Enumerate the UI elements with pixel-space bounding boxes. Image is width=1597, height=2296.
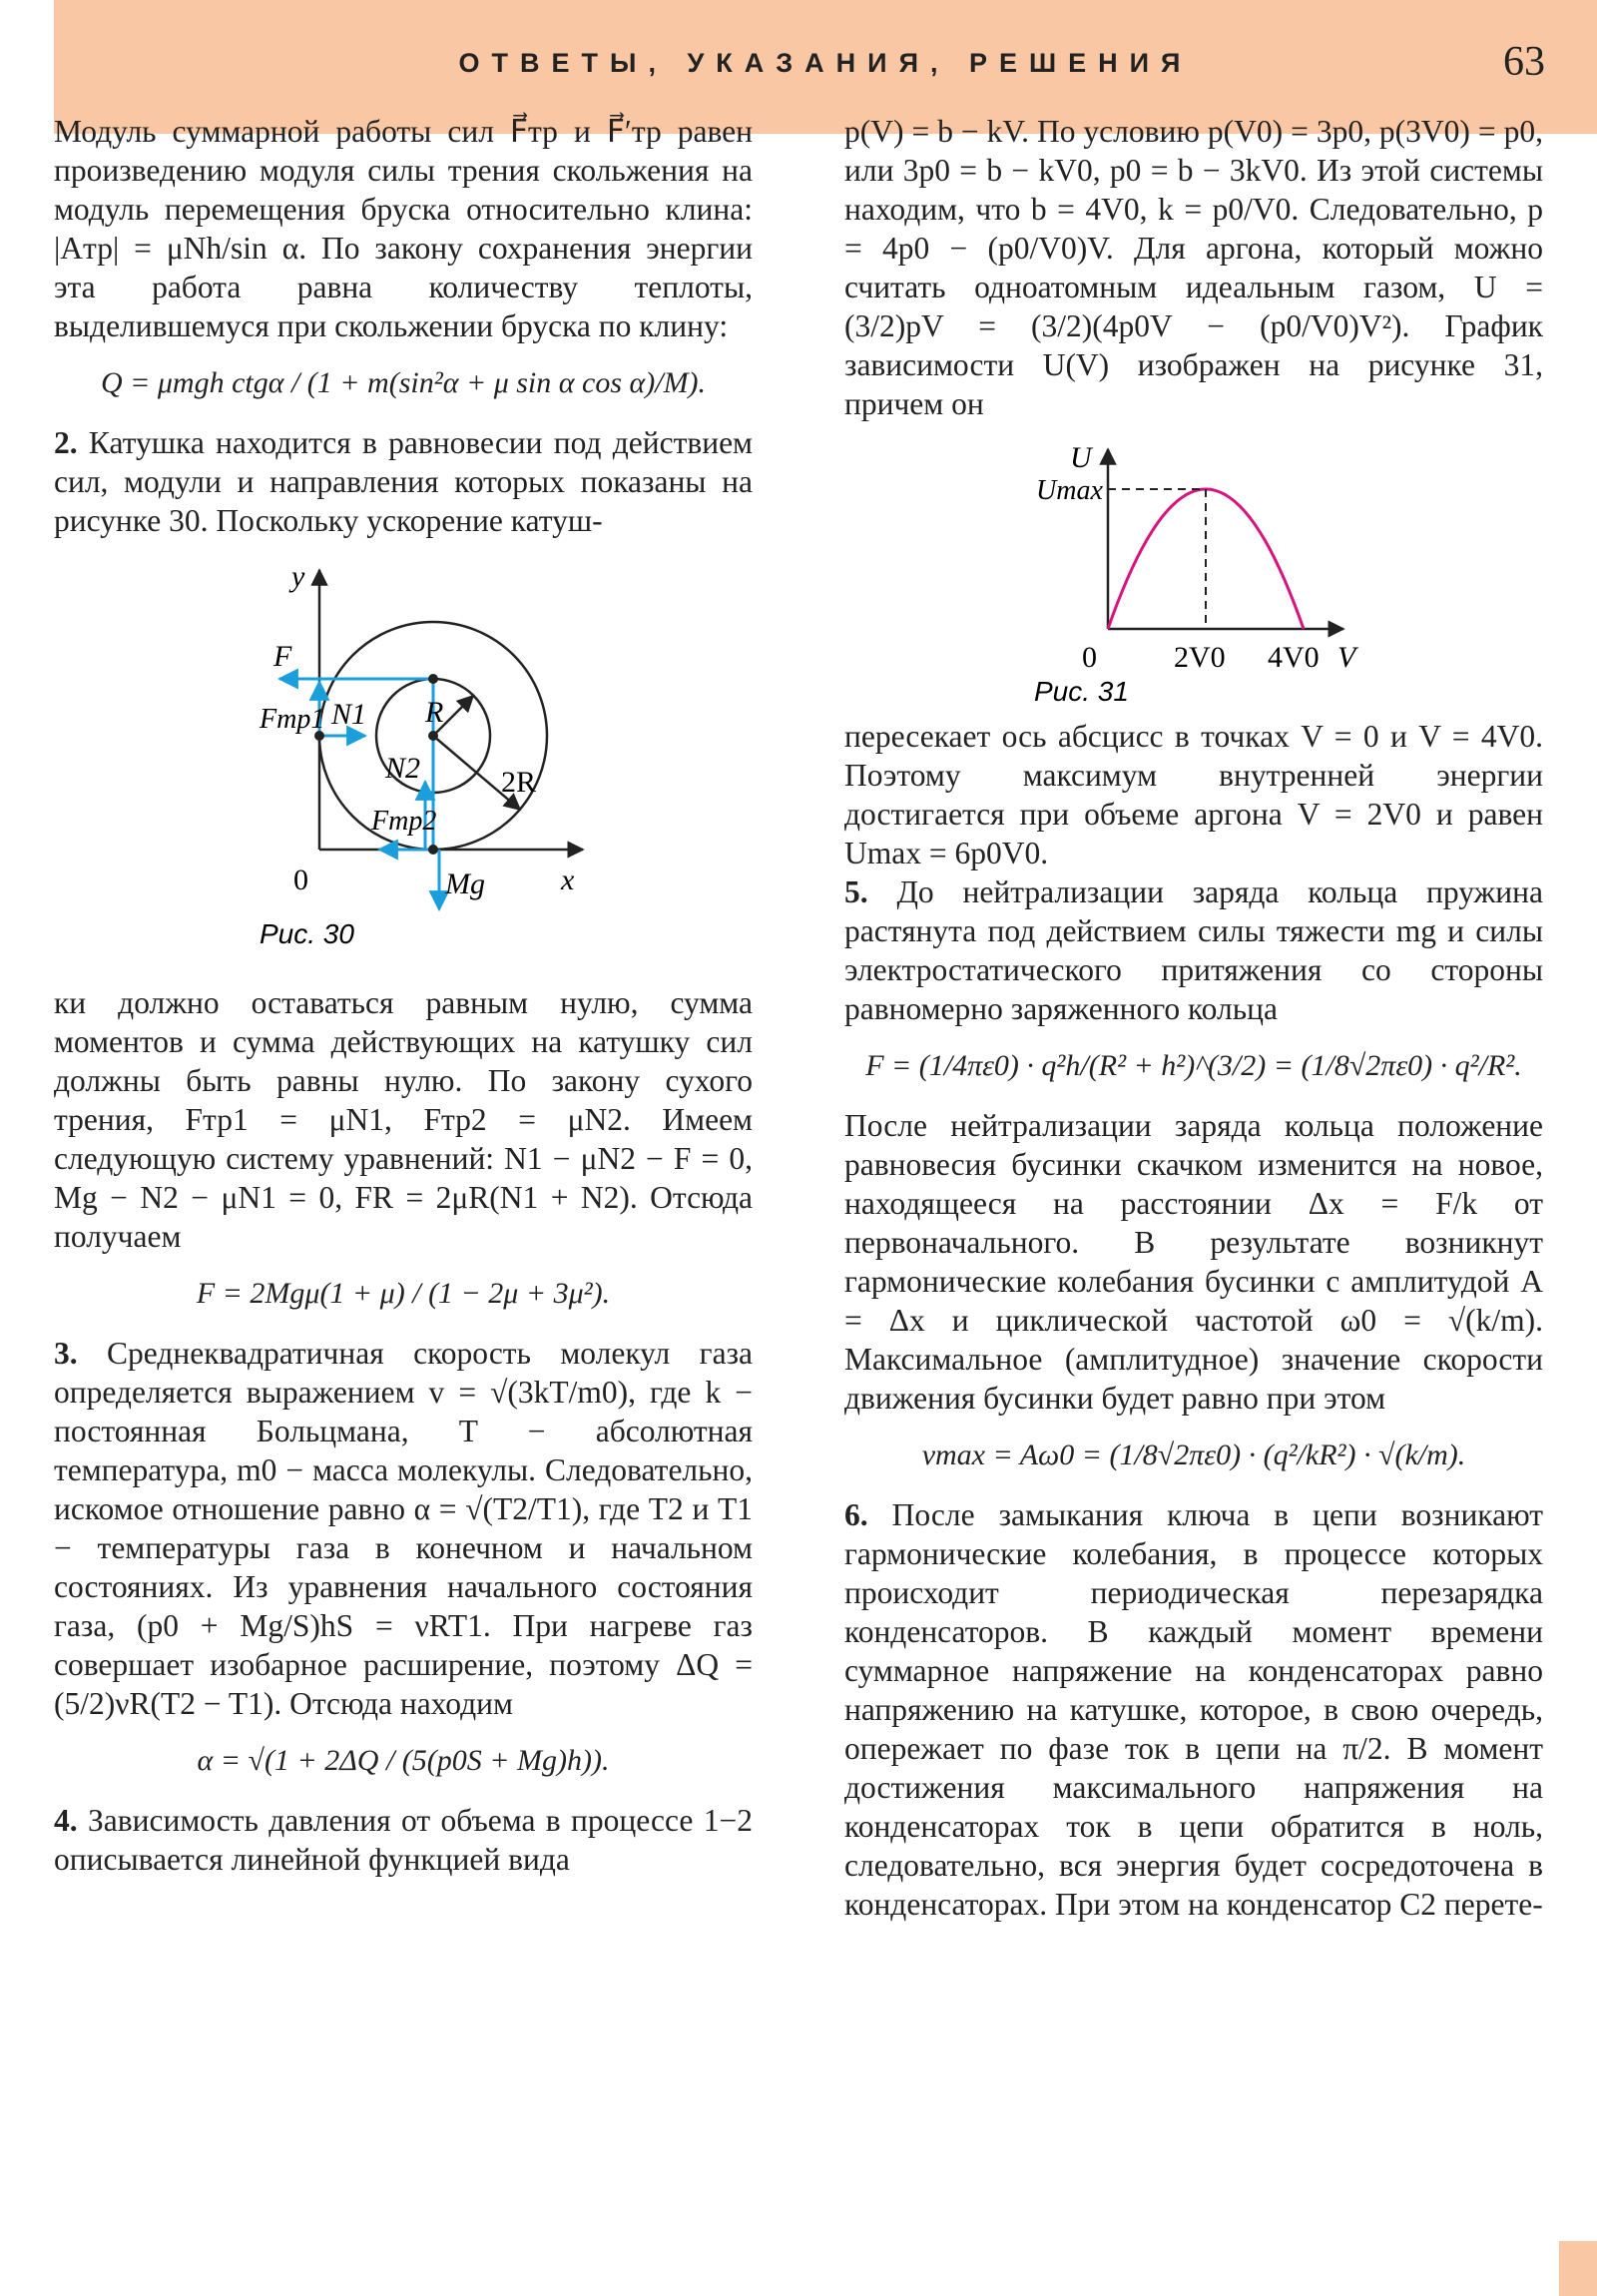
- figure-30: [54, 560, 753, 959]
- formula-alpha: α = √(1 + 2ΔQ / (5(p0S + Mg)h)).: [197, 1744, 610, 1777]
- problem-4-text: Зависимость давления от объема в процессе 1−2 описывается линейной функцией вида: [54, 1803, 753, 1877]
- label-F: F: [273, 640, 292, 673]
- paragraph-umax: пересекает ось абсцисс в точках V = 0 и V = 4V0. Поэтому максимум внутренней энергии достигается при объеме аргона V = 2V0 и равен Umax = 6p0V0.: [844, 719, 1543, 870]
- problem-5-text: До нейтрализации заряда кольца пружина растянута под действием силы тяжести mg и силы электростатического притяжения со стороны равномерно заряженного кольца: [844, 874, 1543, 1026]
- paragraph-problem-3: [54, 1334, 753, 1723]
- label-2R: 2R: [501, 766, 537, 799]
- figure-30-diagram: [54, 560, 753, 959]
- header-title: ОТВЕТЫ, УКАЗАНИЯ, РЕШЕНИЯ: [458, 48, 1193, 78]
- problem-number-2: 2.: [54, 425, 78, 460]
- problem-3-text: Среднеквадратичная скорость молекул газа определяется выражением v = √(3kT/m0), где k − постоянная Больцмана, T − абсолютная температура, m0 − масса молекулы. Следовательно, искомое отношение равно α = √(T2/T1), где T2 и T1 − температуры газа в конечном и начальном состояниях. Из уравнения начального состояния газа, (p0 + Mg/S)hS = νRT1. При нагреве газ совершает изобарное расширение, поэтому ΔQ = (5/2)νR(T2 − T1). Отсюда находим: [54, 1336, 753, 1721]
- paragraph-oscillation: После нейтрализации заряда кольца положение равновесия бусинки скачком изменится на новое, находящееся на расстоянии Δx = F/k от первоначального. В результате возникнут гармонические колебания бусинки с амплитудой A = Δx и циклической частотой ω0 = √(k/m). Максимальное (амплитудное) значение скорости движения бусинки будет равно при этом: [844, 1108, 1543, 1416]
- right-column: [844, 112, 1543, 1924]
- figure-31-chart: [844, 437, 1543, 707]
- paragraph-problem-4: [54, 1801, 753, 1879]
- paragraph-equations: ки должно оставаться равным нулю, сумма моментов и сумма действующих на катушку сил должны быть равны нулю. По закону сухого трения, Fтр1 = μN1, Fтр2 = μN2. Имеем следующую систему уравнений: N1 − μN2 − F = 0, Mg − N2 − μN1 = 0, FR = 2μR(N1 + N2). Отсюда получаем: [54, 985, 753, 1254]
- label-Umax: Umax: [1036, 475, 1103, 506]
- left-column: [54, 112, 753, 1879]
- label-origin-31: 0: [1082, 641, 1097, 674]
- figure-31-caption: Рис. 31: [1034, 676, 1129, 707]
- label-4V0: 4V0: [1268, 641, 1320, 674]
- label-x: x: [561, 863, 575, 896]
- formula-vmax: vmax = Aω0 = (1/8√2πε0) · (q²/kR²) · √(k/m).: [921, 1438, 1466, 1471]
- paragraph-problem-2: [54, 423, 753, 540]
- problem-2-text: Катушка находится в равновесии под действием сил, модули и направления которых показаны на рисунке 30. Поскольку ускорение катуш-: [54, 425, 753, 538]
- label-V: V: [1337, 641, 1356, 674]
- paragraph-pressure: p(V) = b − kV. По условию p(V0) = 3p0, p(3V0) = p0, или 3p0 = b − kV0, p0 = b − 3kV0. Из этой системы находим, что b = 4V0, k = p0/V0. Следовательно, p = 4p0 − (p0/V0)V. Для аргона, который можно считать одноатомным идеальным газом, U = (3/2)pV = (3/2)(4p0V − (p0/V0)V²). График зависимости U(V) изображен на рисунке 31, причем он: [844, 114, 1543, 421]
- label-origin: 0: [293, 863, 308, 896]
- point-floor: [428, 845, 438, 855]
- label-Ftr1: Fтр1: [260, 704, 325, 735]
- side-tab-marker: [1559, 2241, 1597, 2296]
- label-R: R: [425, 696, 444, 729]
- point-top: [428, 674, 438, 684]
- label-Mg: Mg: [445, 867, 485, 900]
- problem-number-5: 5.: [844, 874, 868, 909]
- label-y: y: [291, 560, 305, 593]
- label-2V0: 2V0: [1174, 641, 1226, 674]
- problem-6-text: После замыкания ключа в цепи возникают гармонические колебания, в процессе которых происходит периодическая перезарядка конденсаторов. В каждый момент времени суммарное напряжение на конденсаторах равно напряжению на катушке, которое, в свою очередь, опережает по фазе ток в цепи на π/2. В момент достижения максимального напряжения на конденсаторах ток в цепи обратится в ноль, следовательно, вся энергия будет сосредоточена в конденсаторах. При этом на конденсатор C2 перете-: [844, 1497, 1543, 1922]
- label-N1: N1: [331, 698, 367, 731]
- figure-31: [844, 437, 1543, 707]
- formula-force: F = 2Mgμ(1 + μ) / (1 − 2μ + 3μ²).: [196, 1277, 611, 1310]
- label-U: U: [1070, 441, 1092, 474]
- formula-coulomb: F = (1/4πε0) · q²h/(R² + h²)^(3/2) = (1/8√2πε0) · q²/R².: [865, 1049, 1522, 1082]
- problem-number-3: 3.: [54, 1336, 78, 1371]
- label-Ftr2: Fтр2: [371, 806, 437, 837]
- point-center: [428, 731, 438, 741]
- label-N2: N2: [385, 752, 421, 785]
- figure-30-caption: Рис. 30: [260, 918, 354, 949]
- problem-number-6: 6.: [844, 1497, 868, 1532]
- formula-heat: Q = μmgh ctgα / (1 + m(sin²α + μ sin α cos α)/M).: [100, 366, 707, 399]
- paragraph-problem-6: [844, 1495, 1543, 1924]
- paragraph-friction-work: Модуль суммарной работы сил F⃗тр и F⃗′тр равен произведению модуля силы трения скольжения на модуль перемещения бруска относительно клина: |Aтр| = μNh/sin α. По закону сохранения энергии эта работа равна количеству теплоты, выделившемуся при скольжении бруска по клину:: [54, 114, 753, 343]
- paragraph-problem-5: [844, 872, 1543, 1028]
- page-number: 63: [1503, 39, 1545, 85]
- problem-number-4: 4.: [54, 1803, 78, 1838]
